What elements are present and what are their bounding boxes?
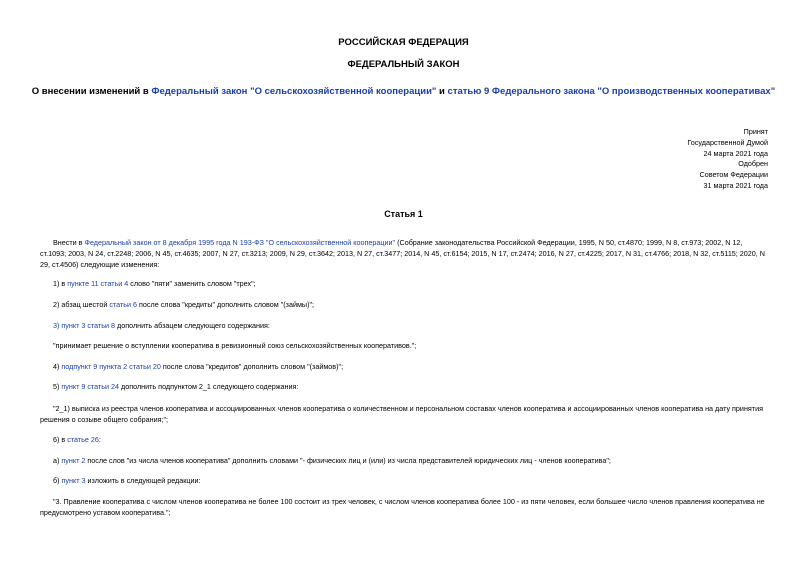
item-link[interactable]: пункт 2 bbox=[61, 456, 86, 465]
item-text: после слова "кредитов" дополнить словом "(займов)"; bbox=[160, 362, 344, 371]
item-1 bbox=[40, 279, 770, 290]
intro-text-1: Внести в bbox=[53, 238, 85, 247]
adoption-block bbox=[687, 127, 768, 192]
item-text: 6) в bbox=[53, 435, 68, 444]
item-text: после слова "кредиты" дополнить словом "(займы)"; bbox=[137, 300, 315, 309]
article-title: Статья 1 bbox=[384, 209, 423, 219]
item-link[interactable]: пункт 3 bbox=[61, 476, 86, 485]
item-link[interactable]: пункте 11 статьи 4 bbox=[67, 279, 129, 288]
adoption-line: 24 марта 2021 года bbox=[703, 148, 768, 158]
title-text-2: и bbox=[436, 86, 448, 97]
quote-6b: "3. Правление кооператива с числом членов кооператива не более 100 состоит из трех человек, с числом членов кооператива более 100 - из пяти человек, если большее число членов правления кооператива не предусмотрено уставом кооператива."; bbox=[40, 497, 765, 517]
document-title bbox=[0, 86, 807, 97]
article-intro bbox=[40, 238, 770, 270]
item-text: 5) bbox=[53, 382, 62, 391]
item-text: б) bbox=[53, 476, 62, 485]
item-text: после слов "из числа членов кооператива" дополнить словами "- физических лиц и (или) из числа представителей юридических лиц - членов кооператива"; bbox=[85, 456, 611, 465]
item-link[interactable]: статье 26 bbox=[67, 435, 99, 444]
item-text: 2) абзац шестой bbox=[53, 300, 110, 309]
intro-law-link[interactable]: Федеральный закон от 8 декабря 1995 года N 193-ФЗ "О сельскохозяйственной кооперации" bbox=[84, 238, 396, 247]
adoption-line: 31 марта 2021 года bbox=[703, 180, 768, 190]
title-text-1: О внесении изменений в bbox=[31, 86, 152, 97]
adoption-line: Государственной Думой bbox=[687, 137, 768, 147]
intro-text-2: (Собрание законодательства Российской Федерации, 1995, N 50, ст.4870; 1999, N 8, ст.973; 2002, N 12, ст.1093; 2003, N 24, ст.2248; 2006, N 45, ст.4635; 2007, N 27, ст.3213; 2009, N 29, ст.3642; 2013, N 27, ст.3477; 2014, N 45, ст.6154; 2015, N 17, ст.2474; 2016, N 27, ст.4225; 2017, N 31, ст.4766; 2018, N 32, ст.5115; 2020, N 29, ст.4506) следующие изменения: bbox=[40, 238, 765, 269]
item-5 bbox=[40, 382, 770, 393]
header-doc-type: ФЕДЕРАЛЬНЫЙ ЗАКОН bbox=[347, 59, 460, 70]
item-6b bbox=[40, 476, 770, 487]
adoption-line: Советом Федерации bbox=[699, 170, 768, 180]
item-text: дополнить подпунктом 2_1 следующего содержания: bbox=[119, 382, 299, 391]
quote-3: "принимает решение о вступлении кооператива в ревизионный союз сельскохозяйственных кооперативов."; bbox=[53, 341, 417, 350]
item-text: изложить в следующей редакции: bbox=[85, 476, 201, 485]
item-6a bbox=[40, 456, 770, 467]
item-text: 1) в bbox=[53, 279, 68, 288]
item-text: : bbox=[98, 435, 101, 444]
item-3 bbox=[40, 321, 770, 332]
item-text: дополнить абзацем следующего содержания: bbox=[115, 321, 270, 330]
item-text: слово "пяти" заменить словом "трех"; bbox=[128, 279, 256, 288]
adoption-line: Одобрен bbox=[738, 159, 768, 169]
item-6 bbox=[40, 435, 770, 446]
adoption-line: Принят bbox=[743, 127, 768, 136]
title-link-law-agri-coop[interactable]: Федеральный закон "О сельскохозяйственной кооперации" bbox=[151, 86, 437, 97]
item-link[interactable]: статьи 6 bbox=[109, 300, 138, 309]
item-text: 4) bbox=[53, 362, 62, 371]
item-link[interactable]: 3) пункт 3 статьи 8 bbox=[53, 321, 116, 330]
item-4 bbox=[40, 362, 770, 373]
item-link[interactable]: пункт 9 статьи 24 bbox=[61, 382, 120, 391]
item-text: а) bbox=[53, 456, 62, 465]
quote-5: "2_1) выписка из реестра членов кооператива и ассоциированных членов кооператива о количественном и персональном составах членов кооператива и ассоциированных членов кооператива на дату принятия решения о созыве общего собрания;"; bbox=[40, 404, 764, 424]
item-2 bbox=[40, 300, 770, 311]
item-link[interactable]: подпункт 9 пункта 2 статьи 20 bbox=[61, 362, 161, 371]
header-country: РОССИЙСКАЯ ФЕДЕРАЦИЯ bbox=[338, 37, 469, 48]
title-link-law-prod-coop[interactable]: статью 9 Федерального закона "О производственных кооперативах" bbox=[447, 86, 776, 97]
